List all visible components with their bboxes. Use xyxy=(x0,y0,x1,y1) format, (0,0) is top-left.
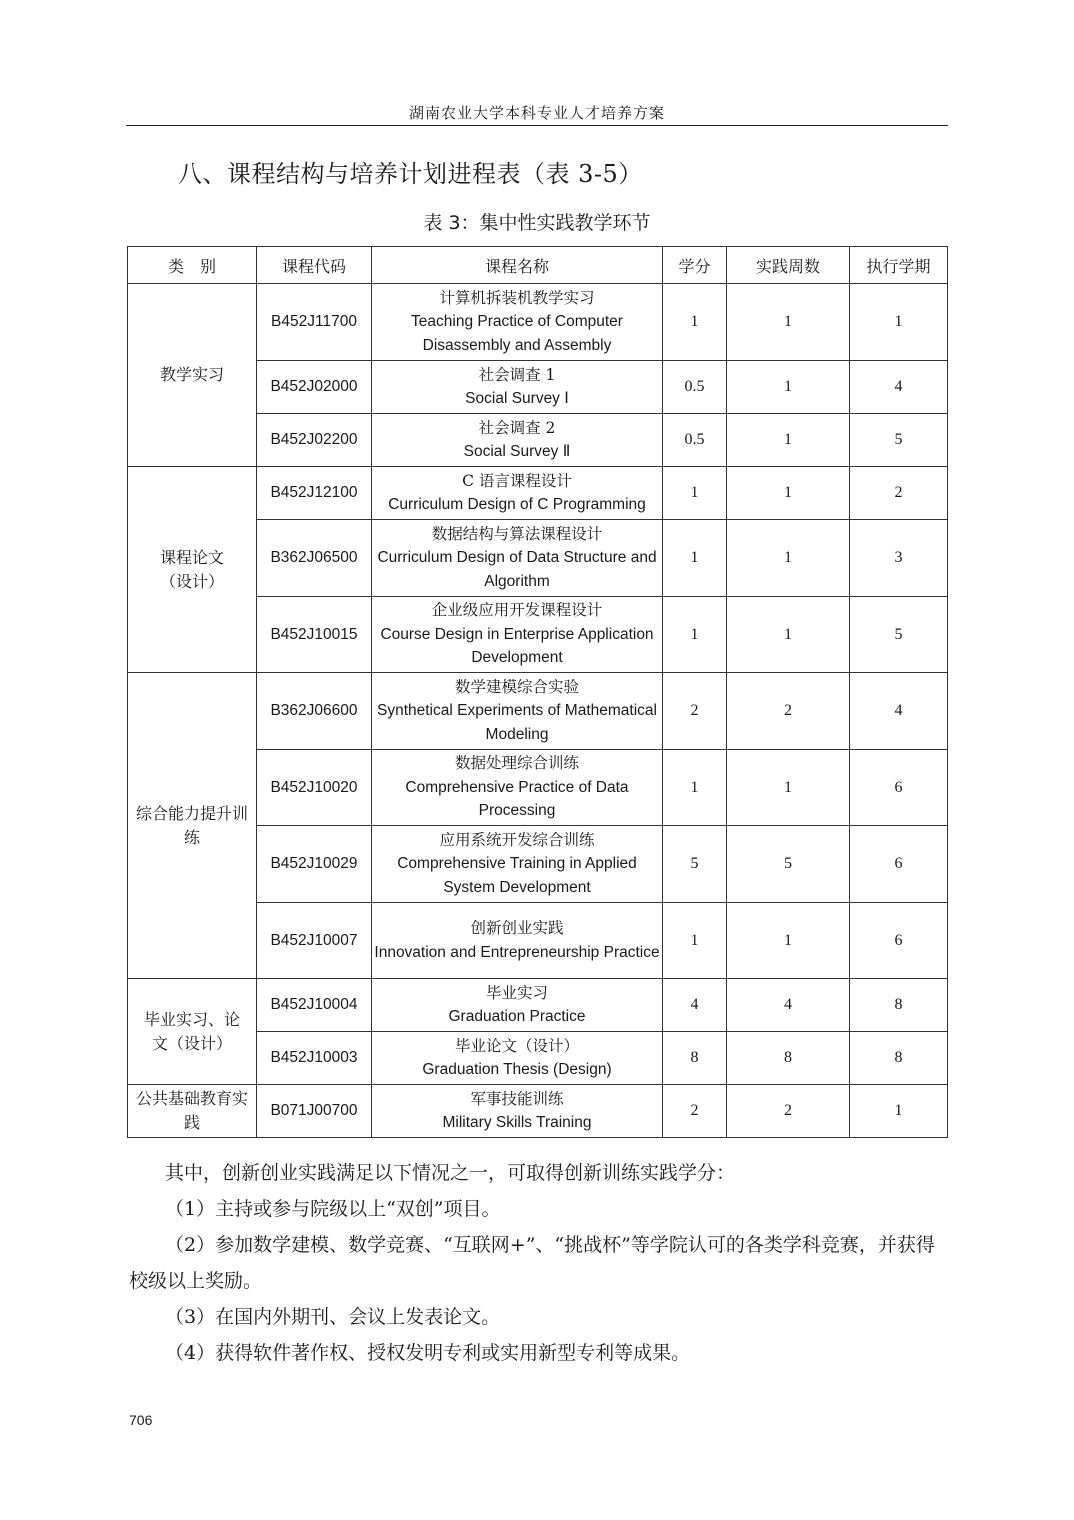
course-name-cn: 创新创业实践 xyxy=(470,919,564,937)
table-header-row xyxy=(128,247,948,284)
course-name-cell xyxy=(372,1085,663,1138)
course-name-cell xyxy=(372,467,663,520)
semester-cell: 5 xyxy=(850,414,948,467)
column-header-category: 类 别 xyxy=(128,247,257,284)
weeks-cell: 1 xyxy=(727,597,850,673)
weeks-cell: 5 xyxy=(727,826,850,903)
weeks-cell: 1 xyxy=(727,467,850,520)
semester-cell: 4 xyxy=(850,361,948,414)
course-code-cell: B452J10029 xyxy=(257,826,372,903)
column-header-name: 课程名称 xyxy=(372,247,663,284)
course-code-cell: B452J10020 xyxy=(257,750,372,826)
credits-cell: 8 xyxy=(663,1032,727,1085)
category-label: 毕业实习、论文（设计） xyxy=(143,1009,240,1053)
course-code-cell: B452J10015 xyxy=(257,597,372,673)
credits-cell: 2 xyxy=(663,673,727,750)
course-name-cell xyxy=(372,979,663,1032)
course-name-cn: 社会调查 1 xyxy=(478,365,556,384)
semester-cell: 5 xyxy=(850,597,948,673)
weeks-cell: 4 xyxy=(727,979,850,1032)
table-row xyxy=(128,1085,948,1138)
table-row xyxy=(128,979,948,1032)
table-body xyxy=(128,284,948,1138)
semester-cell: 3 xyxy=(850,520,948,597)
course-name-cell xyxy=(372,597,663,673)
column-header-weeks: 实践周数 xyxy=(727,247,850,284)
course-name-cn: 企业级应用开发课程设计 xyxy=(431,601,603,620)
course-code-cell: B452J10003 xyxy=(257,1032,372,1085)
table-title: 表 3：集中性实践教学环节 xyxy=(423,212,651,234)
credits-cell: 0.5 xyxy=(663,414,727,467)
course-name-en: Synthetical Experiments of Mathematical Modeling xyxy=(377,702,657,743)
credits-cell: 1 xyxy=(663,750,727,826)
course-name-cn: 数学建模综合实验 xyxy=(454,677,579,696)
course-name-cn: 社会调查 2 xyxy=(478,418,556,437)
credits-cell: 0.5 xyxy=(663,361,727,414)
category-cell xyxy=(128,467,257,673)
category-label: 教学实习 xyxy=(159,365,224,384)
header-divider xyxy=(126,125,948,126)
course-name-cell xyxy=(372,520,663,597)
category-label: 公共基础教育实践 xyxy=(135,1089,248,1132)
notes xyxy=(129,1155,947,1371)
course-name-cell xyxy=(372,284,663,361)
course-code-cell: B452J10007 xyxy=(257,903,372,979)
course-name-cell xyxy=(372,826,663,903)
category-label: 课程论文（设计） xyxy=(159,547,224,591)
credits-cell: 5 xyxy=(663,826,727,903)
credits-cell: 1 xyxy=(663,284,727,361)
weeks-cell: 1 xyxy=(727,361,850,414)
table-row xyxy=(128,673,948,750)
course-name-en: Social Survey Ⅰ xyxy=(465,390,569,407)
category-cell xyxy=(128,979,257,1085)
credits-cell: 2 xyxy=(663,1085,727,1138)
notes-item-1: （1）主持或参与院级以上“双创”项目。 xyxy=(165,1198,501,1220)
category-cell xyxy=(128,1085,257,1138)
document-header: 湖南农业大学本科专业人才培养方案 xyxy=(408,104,665,122)
course-code-cell: B452J11700 xyxy=(257,284,372,361)
course-name-cell xyxy=(372,903,663,979)
course-name-cn: C 语言课程设计 xyxy=(462,471,572,490)
course-code-cell: B362J06500 xyxy=(257,520,372,597)
course-code-cell: B452J02000 xyxy=(257,361,372,414)
course-code-cell: B452J12100 xyxy=(257,467,372,520)
course-name-cell xyxy=(372,414,663,467)
column-header-code: 课程代码 xyxy=(257,247,372,284)
credits-cell: 1 xyxy=(663,597,727,673)
course-name-cell xyxy=(372,1032,663,1085)
course-name-en: Innovation and Entrepreneurship Practice xyxy=(374,943,660,961)
course-name-en: Curriculum Design of Data Structure and Algorithm xyxy=(377,549,657,590)
course-name-en: Military Skills Training xyxy=(442,1114,592,1131)
course-name-en: Comprehensive Training in Applied System Development xyxy=(397,855,637,896)
category-cell xyxy=(128,284,257,467)
category-label: 综合能力提升训练 xyxy=(135,803,248,847)
semester-cell: 4 xyxy=(850,673,948,750)
course-code-cell: B071J00700 xyxy=(257,1085,372,1138)
category-cell xyxy=(128,673,257,979)
weeks-cell: 2 xyxy=(727,1085,850,1138)
course-code-cell: B452J10004 xyxy=(257,979,372,1032)
course-name-en: Course Design in Enterprise Application Development xyxy=(380,625,654,667)
course-name-en: Teaching Practice of Computer Disassembly and Assembly xyxy=(411,313,623,354)
course-name-cn: 毕业论文（设计） xyxy=(454,1036,579,1055)
notes-item-3: （3）在国内外期刊、会议上发表论文。 xyxy=(165,1306,501,1328)
column-header-credits: 学分 xyxy=(663,247,727,284)
column-header-semester: 执行学期 xyxy=(850,247,948,284)
course-name-cn: 数据处理综合训练 xyxy=(454,754,579,773)
course-code-cell: B362J06600 xyxy=(257,673,372,750)
course-name-cn: 毕业实习 xyxy=(485,983,548,1002)
course-name-cn: 应用系统开发综合训练 xyxy=(439,830,595,849)
weeks-cell: 8 xyxy=(727,1032,850,1085)
semester-cell: 6 xyxy=(850,750,948,826)
weeks-cell: 1 xyxy=(727,520,850,597)
semester-cell: 2 xyxy=(850,467,948,520)
course-name-en: Curriculum Design of C Programming xyxy=(388,496,646,513)
semester-cell: 1 xyxy=(850,1085,948,1138)
course-name-cn: 数据结构与算法课程设计 xyxy=(431,524,603,543)
course-name-en: Graduation Thesis (Design) xyxy=(422,1061,612,1078)
course-name-en: Comprehensive Practice of Data Processing xyxy=(405,778,629,820)
course-name-cn: 军事技能训练 xyxy=(470,1089,564,1108)
credits-cell: 1 xyxy=(663,903,727,979)
practice-table xyxy=(127,246,948,1138)
course-name-cell xyxy=(372,361,663,414)
table-row xyxy=(128,467,948,520)
page-number: 706 xyxy=(129,1412,153,1428)
course-name-cell xyxy=(372,750,663,826)
credits-cell: 1 xyxy=(663,520,727,597)
course-name-cn: 计算机拆装机教学实习 xyxy=(439,288,595,307)
section-title: 八、课程结构与培养计划进程表（表 3-5） xyxy=(178,160,643,188)
weeks-cell: 2 xyxy=(727,673,850,750)
credits-cell: 4 xyxy=(663,979,727,1032)
weeks-cell: 1 xyxy=(727,750,850,826)
semester-cell: 6 xyxy=(850,903,948,979)
weeks-cell: 1 xyxy=(727,903,850,979)
weeks-cell: 1 xyxy=(727,414,850,467)
semester-cell: 8 xyxy=(850,979,948,1032)
notes-item-2: （2）参加数学建模、数学竞赛、“互联网+”、“挑战杯”等学院认可的各类学科竞赛，并获得校级以上奖励。 xyxy=(129,1234,935,1292)
weeks-cell: 1 xyxy=(727,284,850,361)
course-name-en: Graduation Practice xyxy=(448,1008,586,1025)
table-row xyxy=(128,284,948,361)
semester-cell: 6 xyxy=(850,826,948,903)
course-code-cell: B452J02200 xyxy=(257,414,372,467)
course-name-cell xyxy=(372,673,663,750)
semester-cell: 1 xyxy=(850,284,948,361)
semester-cell: 8 xyxy=(850,1032,948,1085)
course-name-en: Social Survey Ⅱ xyxy=(463,443,571,460)
credits-cell: 1 xyxy=(663,467,727,520)
notes-intro: 其中，创新创业实践满足以下情况之一，可取得创新训练实践学分： xyxy=(165,1162,736,1184)
notes-item-4: （4）获得软件著作权、授权发明专利或实用新型专利等成果。 xyxy=(165,1342,691,1364)
